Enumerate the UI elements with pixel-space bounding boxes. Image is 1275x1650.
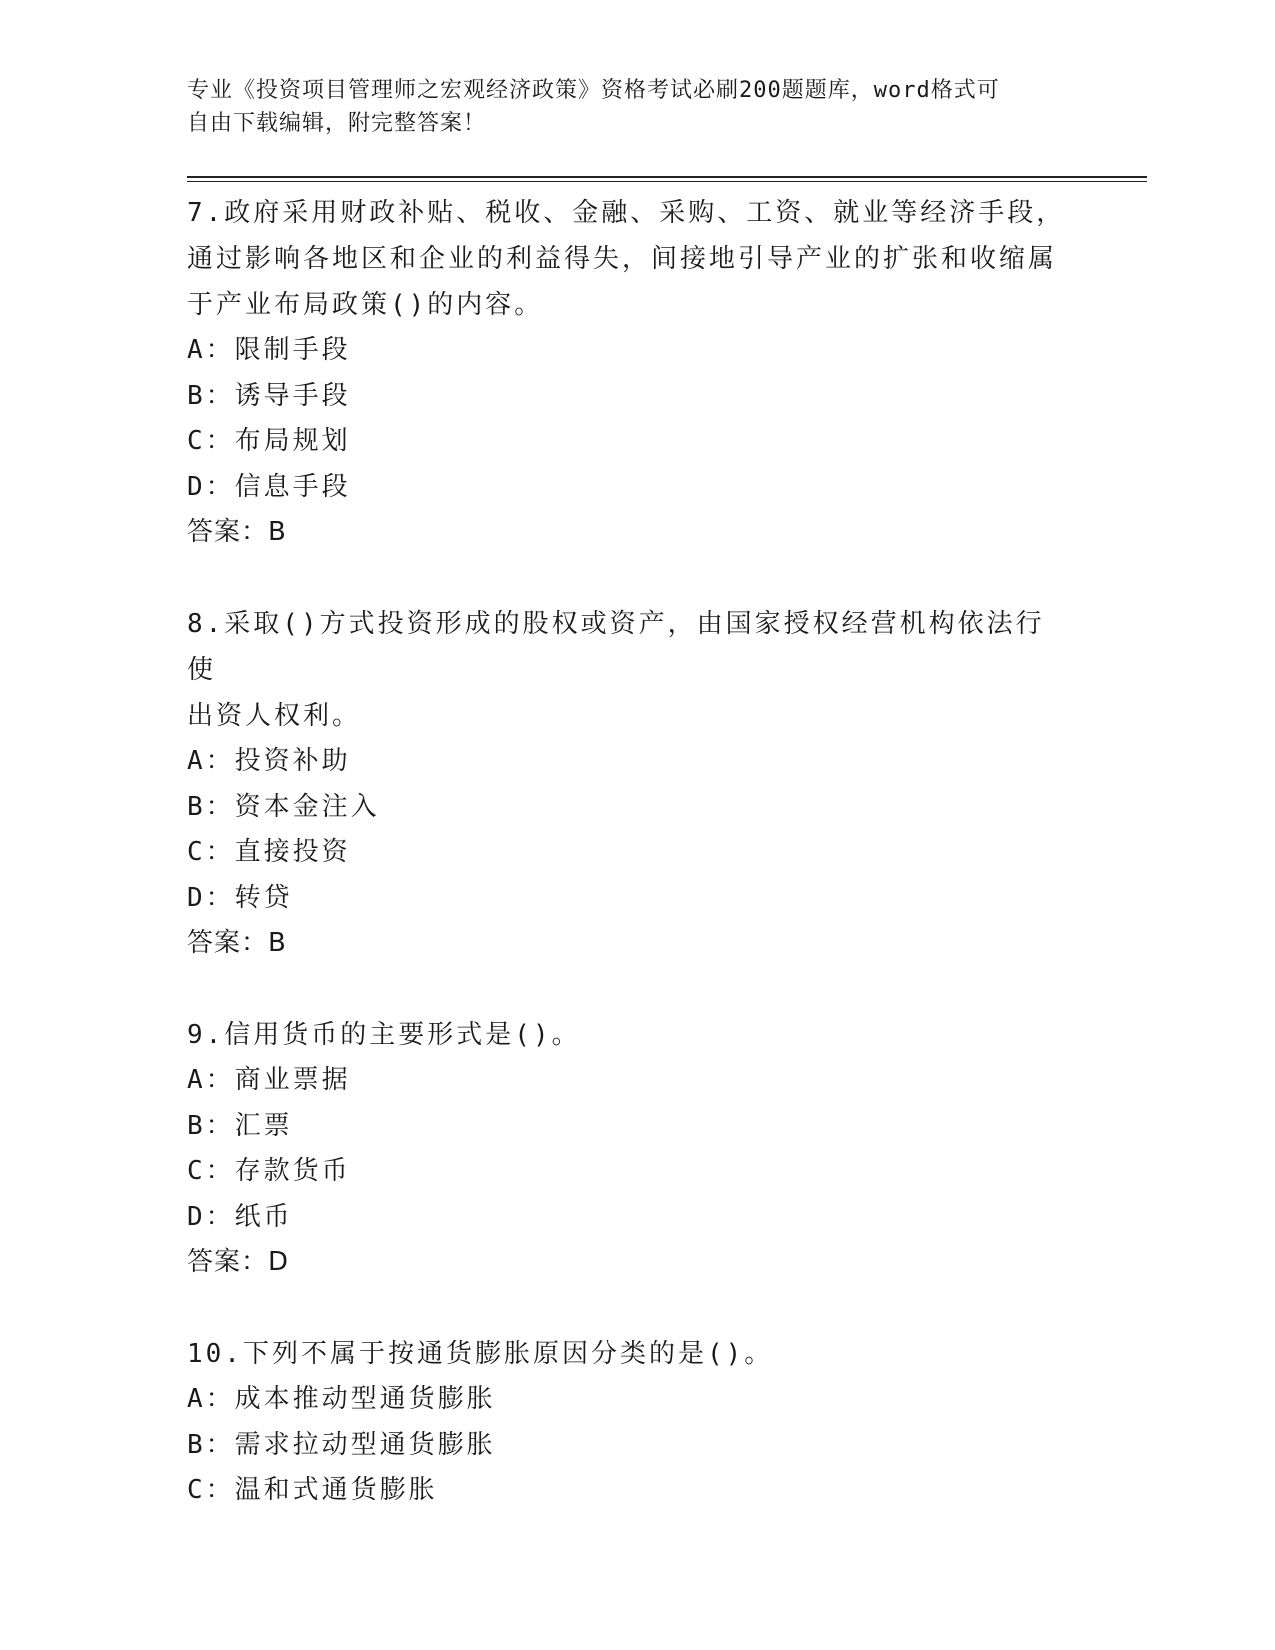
- option-text: 需求拉动型通货膨胀: [234, 1429, 496, 1460]
- option-key: A：: [187, 1384, 235, 1414]
- option-b: [187, 1423, 1067, 1469]
- answer: 答案：B: [187, 928, 287, 958]
- option-a: [187, 739, 1067, 785]
- option-key: A：: [187, 746, 235, 776]
- option-key: A：: [187, 1065, 235, 1095]
- option-key: D：: [187, 882, 235, 913]
- option-text: 资本金注入: [234, 791, 380, 822]
- option-text: 温和式通货膨胀: [234, 1475, 438, 1505]
- option-a: [187, 1058, 1067, 1104]
- option-text: 直接投资: [234, 837, 351, 867]
- option-c: [187, 1149, 1067, 1195]
- option-text: 商业票据: [234, 1065, 351, 1095]
- option-text: 转贷: [234, 882, 293, 913]
- option-text: 限制手段: [234, 335, 351, 365]
- option-d: [187, 1195, 1067, 1241]
- option-key: B：: [187, 791, 235, 822]
- option-b: [187, 374, 1067, 420]
- question-text-line: 8.采取()方式投资形成的股权或资产，由国家授权经营机构依法行使: [187, 609, 1045, 685]
- option-key: C：: [187, 837, 235, 867]
- option-d: [187, 465, 1067, 511]
- question-7: [187, 190, 1067, 601]
- option-key: B：: [187, 1429, 235, 1460]
- option-text: 投资补助: [234, 746, 351, 776]
- document-header: [187, 74, 1087, 140]
- option-text: 信息手段: [234, 471, 351, 502]
- option-text: 布局规划: [234, 426, 351, 456]
- option-text: 存款货币: [234, 1156, 351, 1186]
- option-text: 成本推动型通货膨胀: [234, 1384, 496, 1414]
- option-key: B：: [187, 1110, 235, 1141]
- question-list: [187, 190, 1067, 1514]
- option-key: B：: [187, 380, 235, 411]
- option-b: [187, 1104, 1067, 1150]
- question-text-line: 7.政府采用财政补贴、税收、金融、采购、工资、就业等经济手段，: [187, 198, 1066, 228]
- header-line-2: 自由下载编辑，附完整答案！: [187, 111, 487, 136]
- option-d: [187, 876, 1067, 922]
- question-text-line: 10.下列不属于按通货膨胀原因分类的是()。: [187, 1339, 774, 1369]
- option-c: [187, 1468, 1067, 1514]
- question-spacer: [187, 967, 1067, 1013]
- option-c: [187, 830, 1067, 876]
- question-10: [187, 1331, 1067, 1514]
- question-spacer: [187, 556, 1067, 602]
- question-text-line: 通过影响各地区和企业的利益得失，间接地引导产业的扩张和收缩属: [187, 244, 1058, 274]
- option-key: C：: [187, 1156, 235, 1186]
- option-key: C：: [187, 426, 235, 456]
- option-key: C：: [187, 1475, 235, 1505]
- answer: 答案：D: [187, 1247, 290, 1277]
- question-text-line: 9.信用货币的主要形式是()。: [187, 1020, 581, 1050]
- option-a: [187, 1377, 1067, 1423]
- option-key: D：: [187, 471, 235, 502]
- option-c: [187, 419, 1067, 465]
- option-key: D：: [187, 1201, 235, 1232]
- question-9: [187, 1012, 1067, 1331]
- option-a: [187, 328, 1067, 374]
- question-8: [187, 601, 1067, 1012]
- option-key: A：: [187, 335, 235, 365]
- option-text: 诱导手段: [234, 380, 351, 411]
- header-divider-thick: [187, 176, 1147, 178]
- header-line-1: 专业《投资项目管理师之宏观经济政策》资格考试必刷200题题库，word格式可: [187, 78, 1000, 103]
- option-text: 汇票: [234, 1110, 293, 1141]
- question-text-line: 出资人权利。: [187, 701, 362, 731]
- question-spacer: [187, 1286, 1067, 1332]
- question-text-line: 于产业布局政策()的内容。: [187, 290, 544, 320]
- answer: 答案：B: [187, 517, 287, 547]
- option-text: 纸币: [234, 1201, 293, 1232]
- header-divider-thin: [187, 181, 1147, 182]
- option-b: [187, 785, 1067, 831]
